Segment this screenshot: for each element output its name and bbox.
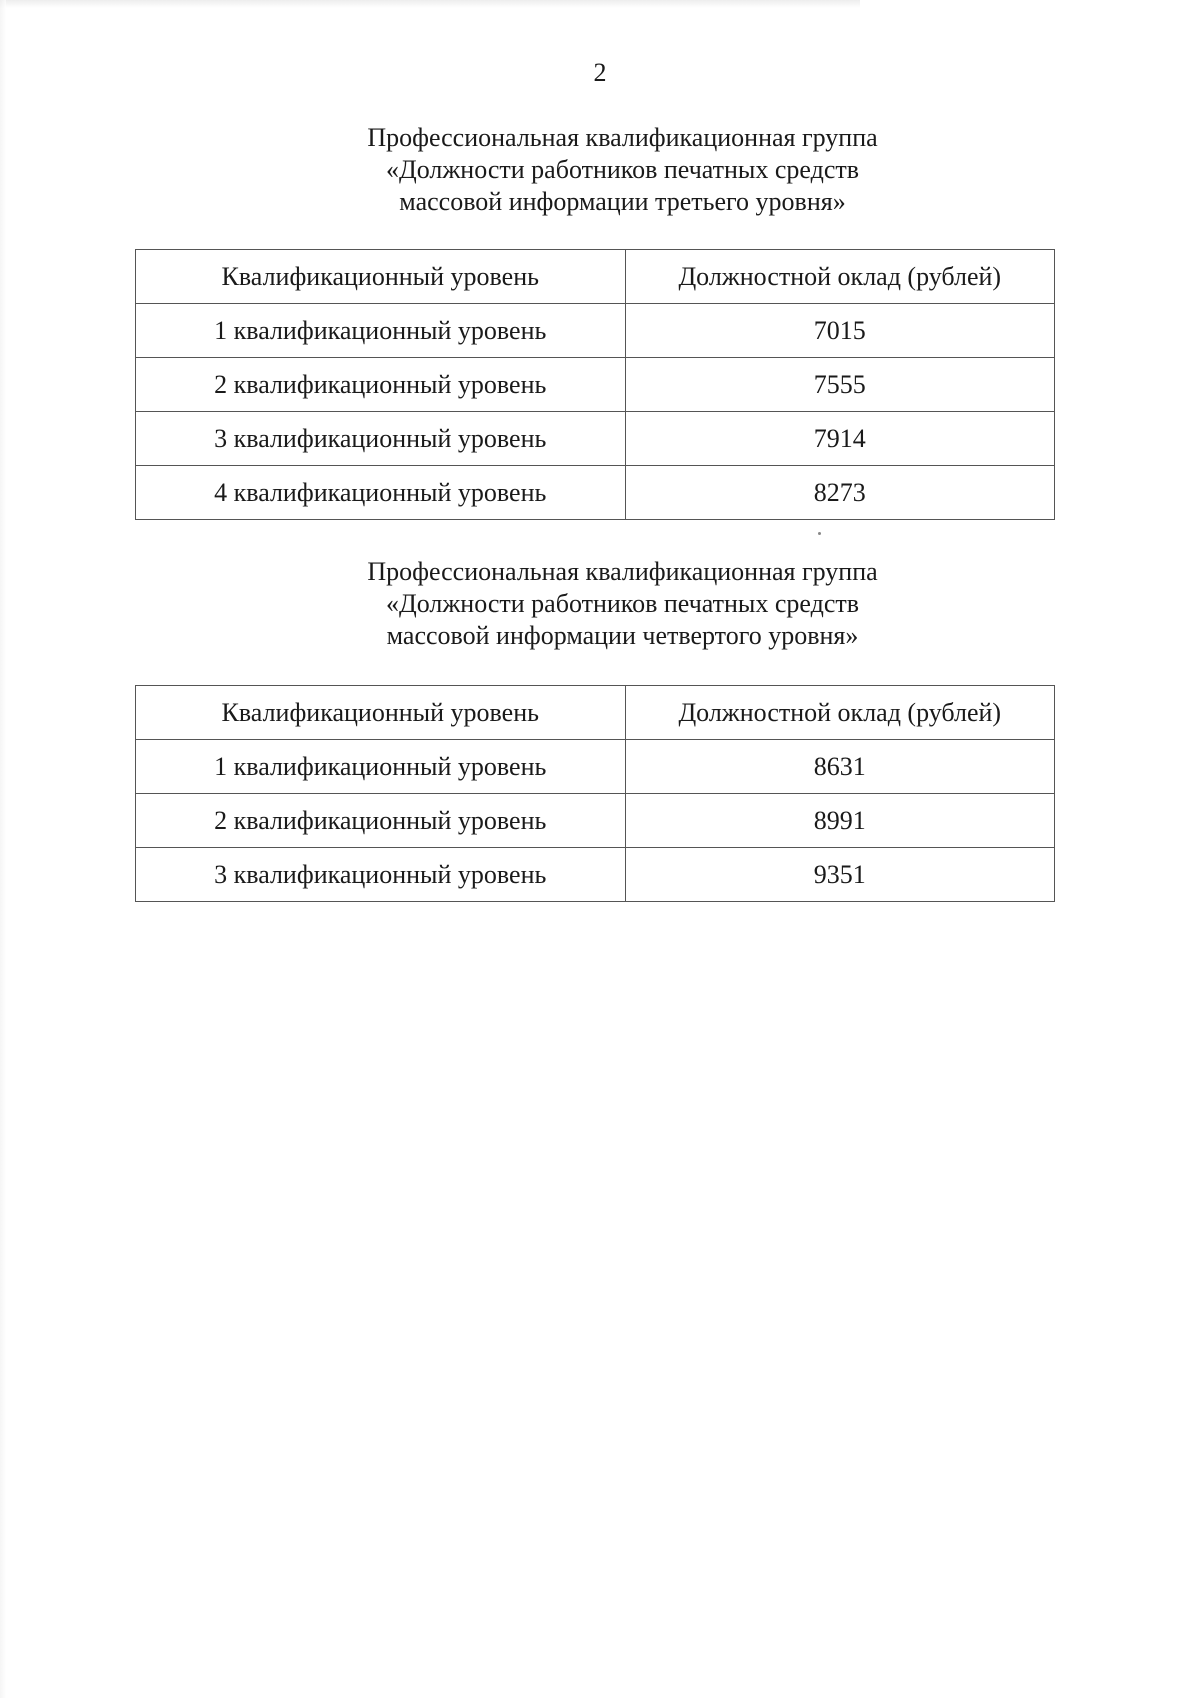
cell-salary: 7015: [625, 304, 1054, 358]
column-header-level: Квалификационный уровень: [136, 250, 626, 304]
cell-salary: 7555: [625, 358, 1054, 412]
heading-line: массовой информации третьего уровня»: [399, 187, 846, 216]
cell-level: 4 квалификационный уровень: [136, 466, 626, 520]
table-header-row: [136, 250, 1055, 304]
table-row: [136, 412, 1055, 466]
cell-salary: 8273: [625, 466, 1054, 520]
page-number: 2: [593, 58, 607, 87]
cell-level: 3 квалификационный уровень: [136, 848, 626, 902]
cell-salary: 9351: [625, 848, 1054, 902]
salary-table-third-level: [135, 249, 1055, 520]
heading-line: «Должности работников печатных средств: [385, 589, 860, 618]
column-header-salary: Должностной оклад (рублей): [625, 686, 1054, 740]
table-row: [136, 740, 1055, 794]
scan-edge-left: [0, 0, 6, 1698]
cell-level: 1 квалификационный уровень: [136, 304, 626, 358]
heading-line: «Должности работников печатных средств: [385, 155, 860, 184]
cell-level: 3 квалификационный уровень: [136, 412, 626, 466]
heading-line: Профессиональная квалификационная группа: [367, 123, 878, 152]
table-row: [136, 358, 1055, 412]
table-header-row: [136, 686, 1055, 740]
column-header-level: Квалификационный уровень: [136, 686, 626, 740]
scan-speck: [818, 532, 821, 535]
group-heading-fourth-level: [0, 556, 1200, 652]
table-row: [136, 466, 1055, 520]
heading-line: Профессиональная квалификационная группа: [367, 557, 878, 586]
cell-level: 1 квалификационный уровень: [136, 740, 626, 794]
column-header-salary: Должностной оклад (рублей): [625, 250, 1054, 304]
salary-table-fourth-level: [135, 685, 1055, 902]
scan-edge-top: [0, 0, 860, 8]
table-row: [136, 304, 1055, 358]
cell-salary: 8631: [625, 740, 1054, 794]
cell-level: 2 квалификационный уровень: [136, 794, 626, 848]
cell-level: 2 квалификационный уровень: [136, 358, 626, 412]
table-row: [136, 794, 1055, 848]
heading-line: массовой информации четвертого уровня»: [386, 621, 859, 650]
table-row: [136, 848, 1055, 902]
group-heading-third-level: [0, 122, 1200, 218]
cell-salary: 8991: [625, 794, 1054, 848]
cell-salary: 7914: [625, 412, 1054, 466]
